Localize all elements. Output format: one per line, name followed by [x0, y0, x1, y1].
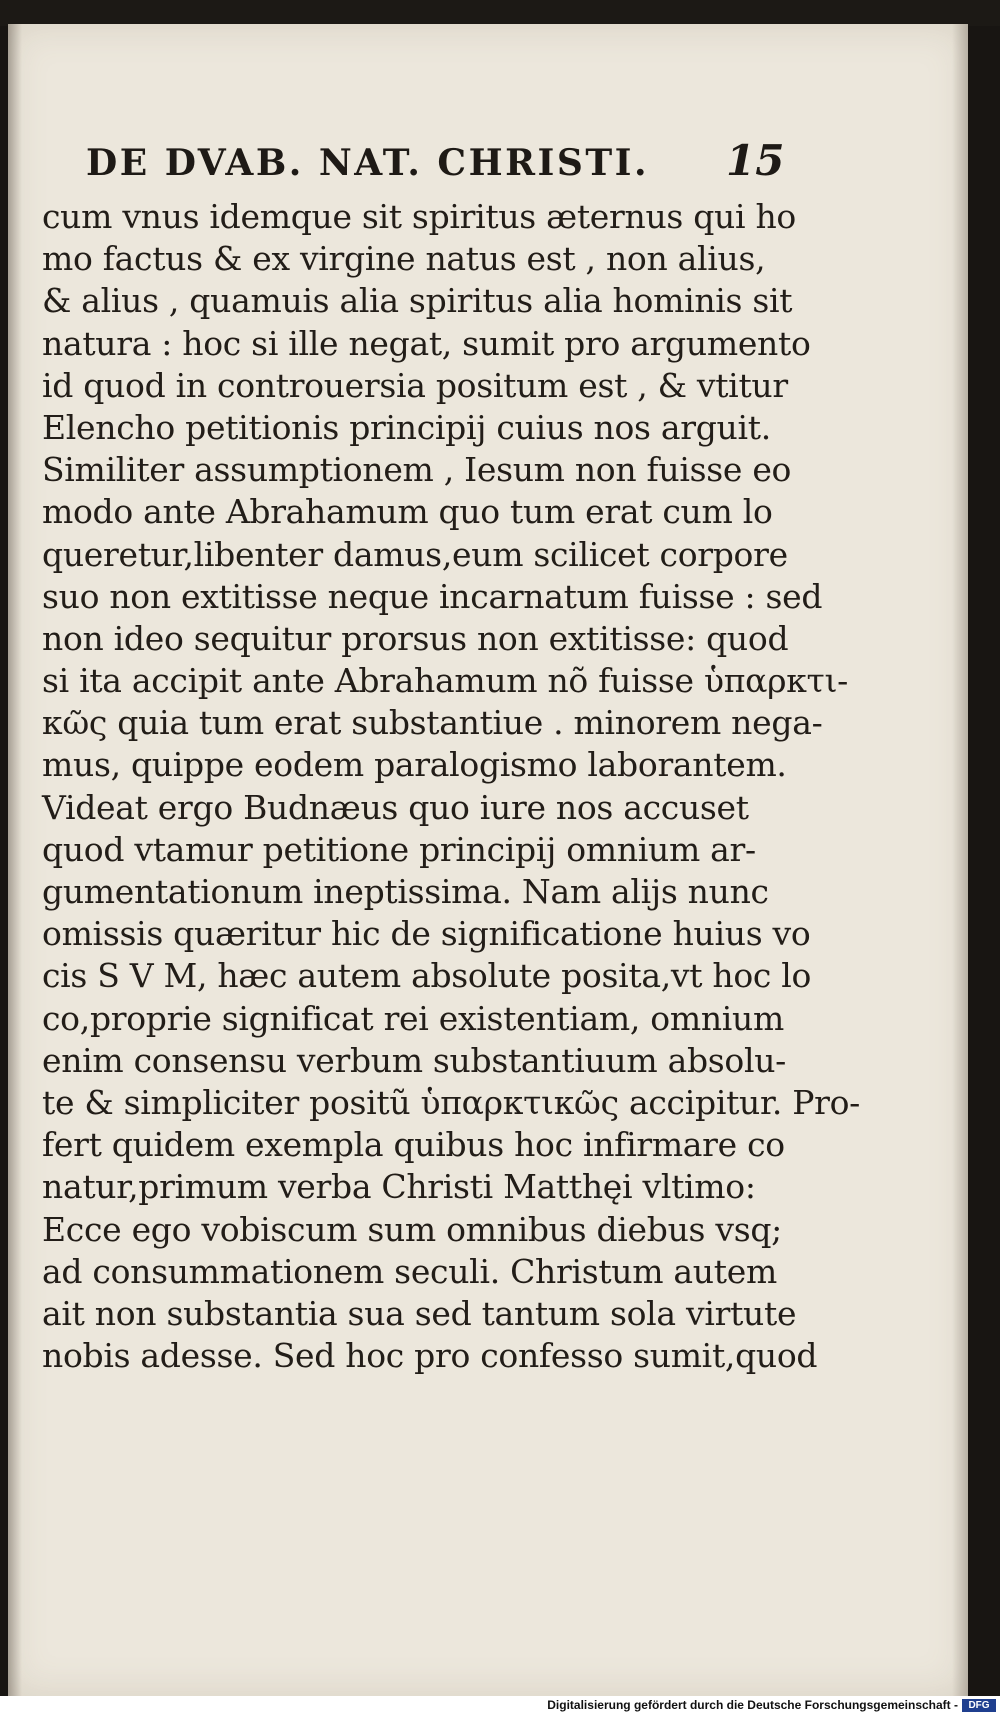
text-line: ait non substantia sua sed tantum sola virtute	[42, 1293, 797, 1333]
text-line: enim consensu verbum substantiuum absolu-	[42, 1040, 787, 1080]
text-line: queretur,libenter damus,eum scilicet corpore	[42, 534, 788, 574]
text-line: natur,primum verba Christi Matthęi vltimo:	[42, 1167, 756, 1207]
page-shadow-right	[952, 24, 968, 1696]
scan-background	[0, 0, 1000, 26]
text-line: Ecce ego vobiscum sum omnibus diebus vsq;	[42, 1209, 782, 1249]
text-line: co,proprie significat rei existentiam, omnium	[42, 998, 784, 1038]
text-line: te & simpliciter positũ ὑπαρκτικῶς accipitur. Pro-	[42, 1082, 861, 1122]
text-line: Elencho petitionis principij cuius nos arguit.	[42, 407, 771, 447]
text-line: Videat ergo Budnæus quo iure nos accuset	[42, 787, 749, 827]
text-line: Similiter assumptionem , Iesum non fuisse eo	[42, 450, 792, 490]
text-line: cis S V M, hæc autem absolute posita,vt hoc lo	[42, 956, 812, 996]
text-line: gumentationum ineptissima. Nam alijs nunc	[42, 872, 769, 911]
text-line: cum vnus idemque sit spiritus æternus qui ho	[42, 197, 796, 236]
text-line: mo factus & ex virgine natus est , non alius,	[42, 239, 766, 279]
book-page	[8, 24, 968, 1696]
text-line: non ideo sequitur prorsus non extitisse: quod	[42, 618, 789, 658]
text-line: mus, quippe eodem paralogismo laborantem.	[42, 745, 787, 785]
text-line: fert quidem exempla quibus hoc infirmare co	[42, 1125, 785, 1165]
text-line: modo ante Abrahamum quo tum erat cum lo	[42, 492, 773, 532]
text-line: quod vtamur petitione principij omnium ar-	[42, 829, 756, 869]
footer-credit: Digitalisierung gefördert durch die Deutsche Forschungsgemeinschaft -	[547, 1698, 958, 1712]
running-title: DE DVAB. NAT. CHRISTI.	[86, 142, 650, 184]
text-line: suo non extitisse neque incarnatum fuisse : sed	[42, 576, 823, 616]
text-line: nobis adesse. Sed hoc pro confesso sumit,quod	[42, 1336, 818, 1376]
page-number: 15	[726, 136, 785, 185]
digitization-footer	[0, 1696, 1000, 1716]
text-line: natura : hoc si ille negat, sumit pro argumento	[42, 323, 811, 363]
text-line: κῶς quia tum erat substantiue . minorem nega-	[42, 703, 823, 743]
body-text	[42, 196, 861, 1377]
text-line: ad consummationem seculi. Christum autem	[42, 1251, 777, 1291]
text-line: omissis quæritur hic de significatione huius vo	[42, 914, 811, 954]
text-line: id quod in controuersia positum est , & vtitur	[42, 365, 788, 405]
dfg-logo: DFG	[962, 1699, 996, 1712]
page-shadow-left	[8, 24, 22, 1696]
text-line: si ita accipit ante Abrahamum nõ fuisse ὑπαρκτι-	[42, 661, 848, 701]
text-line: & alius , quamuis alia spiritus alia hominis sit	[42, 281, 793, 321]
page-header	[8, 136, 968, 196]
